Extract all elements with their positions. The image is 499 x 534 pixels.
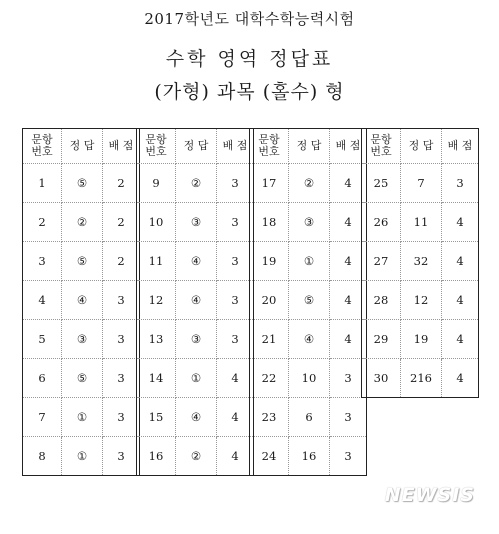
answer-cell: ④ <box>62 281 103 320</box>
table-row <box>250 164 367 203</box>
header-answer: 정 답 <box>289 129 330 164</box>
points-cell: 3 <box>442 164 479 203</box>
exam-title: 2017학년도 대학수학능력시험 <box>144 10 355 28</box>
table-row <box>23 242 140 281</box>
points-cell: 3 <box>103 281 140 320</box>
answer-cell: 12 <box>401 281 442 320</box>
question-number: 13 <box>137 320 176 359</box>
points-cell: 4 <box>217 398 254 437</box>
answer-cell: ① <box>176 359 217 398</box>
points-cell: 2 <box>103 203 140 242</box>
points-cell: 3 <box>103 359 140 398</box>
points-cell: 3 <box>217 164 254 203</box>
question-number: 26 <box>362 203 401 242</box>
table-row <box>250 398 367 437</box>
table-row <box>250 242 367 281</box>
answer-cell: 7 <box>401 164 442 203</box>
answer-cell: ⑤ <box>62 242 103 281</box>
question-number: 23 <box>250 398 289 437</box>
table-row <box>362 320 479 359</box>
table-row <box>23 203 140 242</box>
points-cell: 4 <box>217 437 254 476</box>
question-number: 20 <box>250 281 289 320</box>
question-number: 1 <box>23 164 62 203</box>
question-number: 11 <box>137 242 176 281</box>
question-number: 22 <box>250 359 289 398</box>
answer-cell: ④ <box>289 320 330 359</box>
answer-cell: ⑤ <box>289 281 330 320</box>
table-row <box>250 437 367 476</box>
header-points: 배 점 <box>330 129 367 164</box>
question-number: 6 <box>23 359 62 398</box>
answer-cell: ② <box>176 164 217 203</box>
newsis-watermark: NEWSIS <box>384 484 475 506</box>
table-row <box>250 203 367 242</box>
table-row <box>362 164 479 203</box>
question-number: 16 <box>137 437 176 476</box>
points-cell: 3 <box>330 437 367 476</box>
table-row <box>137 437 254 476</box>
answer-cell: ② <box>176 437 217 476</box>
answer-cell: 16 <box>289 437 330 476</box>
points-cell: 3 <box>330 398 367 437</box>
question-number: 14 <box>137 359 176 398</box>
answer-cell: ④ <box>176 242 217 281</box>
question-number: 8 <box>23 437 62 476</box>
table-row <box>137 164 254 203</box>
answer-cell: 19 <box>401 320 442 359</box>
header-question-number: 문항 번호 <box>362 129 401 164</box>
answer-table-block-4 <box>361 128 479 398</box>
question-number: 5 <box>23 320 62 359</box>
points-cell: 4 <box>330 242 367 281</box>
header-answer: 정 답 <box>176 129 217 164</box>
question-number: 30 <box>362 359 401 398</box>
points-cell: 4 <box>442 281 479 320</box>
question-number: 18 <box>250 203 289 242</box>
points-cell: 3 <box>103 398 140 437</box>
answer-cell: ① <box>289 242 330 281</box>
table-row <box>137 203 254 242</box>
answer-cell: ② <box>289 164 330 203</box>
points-cell: 4 <box>442 320 479 359</box>
answer-table-block-3 <box>249 128 367 476</box>
table-row <box>23 398 140 437</box>
answer-cell: 10 <box>289 359 330 398</box>
question-number: 27 <box>362 242 401 281</box>
header-points: 배 점 <box>442 129 479 164</box>
question-number: 3 <box>23 242 62 281</box>
question-number: 28 <box>362 281 401 320</box>
points-cell: 4 <box>442 359 479 398</box>
answer-cell: ③ <box>289 203 330 242</box>
table-row <box>250 359 367 398</box>
points-cell: 4 <box>330 164 367 203</box>
table-header-row <box>362 129 479 164</box>
answer-cell: ② <box>62 203 103 242</box>
points-cell: 2 <box>103 164 140 203</box>
header-points: 배 점 <box>103 129 140 164</box>
question-number: 7 <box>23 398 62 437</box>
exam-type-title: (가형) 과목 (홀수) 형 <box>154 81 345 103</box>
question-number: 24 <box>250 437 289 476</box>
answer-cell: ④ <box>176 281 217 320</box>
answer-cell: 6 <box>289 398 330 437</box>
table-row <box>23 359 140 398</box>
question-number: 10 <box>137 203 176 242</box>
question-number: 15 <box>137 398 176 437</box>
table-row <box>137 281 254 320</box>
table-header-row <box>250 129 367 164</box>
points-cell: 3 <box>103 320 140 359</box>
question-number: 29 <box>362 320 401 359</box>
answer-cell: ③ <box>176 203 217 242</box>
table-row <box>137 398 254 437</box>
answer-cell: ⑤ <box>62 359 103 398</box>
table-row <box>250 281 367 320</box>
table-row <box>362 242 479 281</box>
table-row <box>362 203 479 242</box>
points-cell: 4 <box>330 203 367 242</box>
answer-table-block-1 <box>22 128 140 476</box>
table-row <box>137 242 254 281</box>
answer-cell: ③ <box>62 320 103 359</box>
subject-title: 수학 영역 정답표 <box>165 48 334 70</box>
table-header-row <box>23 129 140 164</box>
points-cell: 3 <box>330 359 367 398</box>
header-answer: 정 답 <box>401 129 442 164</box>
table-row <box>23 164 140 203</box>
answer-cell: ⑤ <box>62 164 103 203</box>
points-cell: 4 <box>217 359 254 398</box>
table-row <box>362 281 479 320</box>
answer-cell: 32 <box>401 242 442 281</box>
points-cell: 4 <box>442 203 479 242</box>
answer-cell: ① <box>62 437 103 476</box>
table-row <box>23 320 140 359</box>
answer-cell: 216 <box>401 359 442 398</box>
header-question-number: 문항 번호 <box>137 129 176 164</box>
question-number: 4 <box>23 281 62 320</box>
question-number: 2 <box>23 203 62 242</box>
table-row <box>23 437 140 476</box>
question-number: 21 <box>250 320 289 359</box>
answer-cell: ④ <box>176 398 217 437</box>
answer-cell: 11 <box>401 203 442 242</box>
points-cell: 4 <box>442 242 479 281</box>
question-number: 25 <box>362 164 401 203</box>
table-header-row <box>137 129 254 164</box>
header-answer: 정 답 <box>62 129 103 164</box>
question-number: 9 <box>137 164 176 203</box>
answer-table-block-2 <box>136 128 254 476</box>
points-cell: 2 <box>103 242 140 281</box>
points-cell: 3 <box>217 203 254 242</box>
answer-cell: ① <box>62 398 103 437</box>
answer-cell: ③ <box>176 320 217 359</box>
points-cell: 3 <box>103 437 140 476</box>
header-question-number: 문항 번호 <box>23 129 62 164</box>
question-number: 19 <box>250 242 289 281</box>
header-points: 배 점 <box>217 129 254 164</box>
table-row <box>137 359 254 398</box>
points-cell: 4 <box>330 281 367 320</box>
header-question-number: 문항 번호 <box>250 129 289 164</box>
points-cell: 3 <box>217 320 254 359</box>
question-number: 17 <box>250 164 289 203</box>
table-row <box>250 320 367 359</box>
table-row <box>137 320 254 359</box>
table-row <box>362 359 479 398</box>
points-cell: 4 <box>330 320 367 359</box>
points-cell: 3 <box>217 281 254 320</box>
points-cell: 3 <box>217 242 254 281</box>
question-number: 12 <box>137 281 176 320</box>
table-row <box>23 281 140 320</box>
